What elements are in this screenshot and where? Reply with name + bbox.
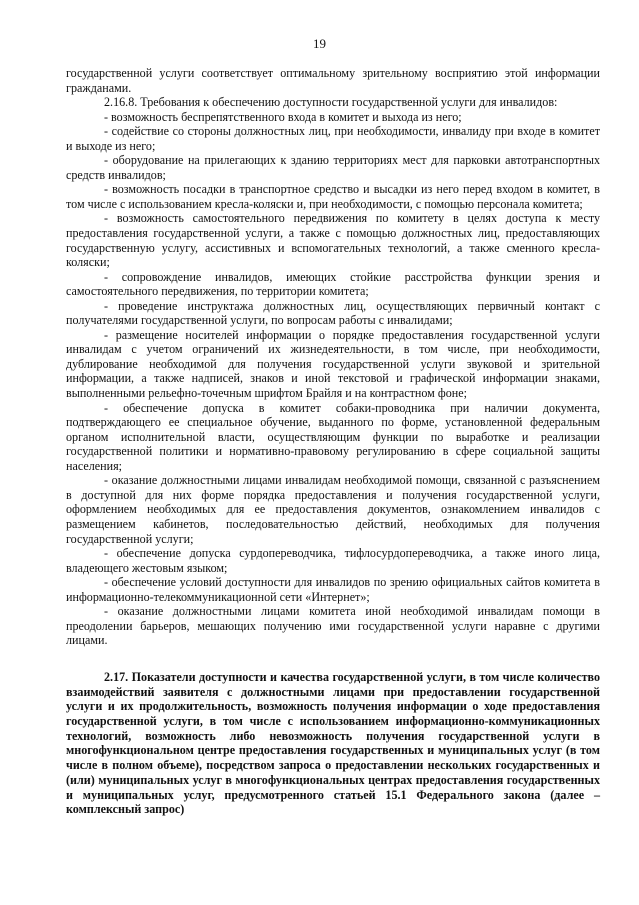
section-2-17-heading: 2.17. Показатели доступности и качества государственной услуги, в том числе количество взаимодействий заявителя с должностными лицами при предоставлении государственной услуги и их продолжительность, возможность получения информации о ходе предоставления государственной услуги, в том числе с использованием информационно-коммуникационных технологий, возможность либо невозможность получения государственной услуги в многофункциональном центре предоставления государственных и муниципальных услуг (в том числе в полном объеме), посредством запроса о предоставлении нескольких государственных и (или) муниципальных услуг в многофункциональных центрах предоставления государственных и муниципальных услуг, предусмотренного статьей 15.1 Федерального закона (далее – комплексный запрос) [66,669,600,817]
list-item: - размещение носителей информации о порядке предоставления государственной услуги инвалидам с учетом ограничений их жизнедеятельности, в том числе, при необходимости, дублирование необходимой для получения государственной услуги звуковой и зрительной информации, а также надписей, знаков и иной текстовой и графической информации знаками, выполненными рельефно-точечным шрифтом Брайля и на контрастном фоне; [66,327,600,401]
continuation-paragraph: государственной услуги соответствует оптимальному зрительному восприятию этой информации гражданами. [66,66,600,95]
list-item: - оказание должностными лицами комитета иной необходимой инвалидам помощи в преодолении барьеров, мешающих получению ими государственной услуги наравне с другими лицами. [66,604,600,648]
list-item: - оказание должностными лицами инвалидам необходимой помощи, связанной с разъяснением в доступной для них форме порядка предоставления и получения государственной услуги, оформлением необходимых для ее предоставления документов, ознакомлением инвалидов с размещением кабинетов, последовательностью действий, необходимых для получения государственной услуги; [66,473,600,546]
list-item: - сопровождение инвалидов, имеющих стойкие расстройства функции зрения и самостоятельного передвижения, по территории комитета; [66,269,600,299]
list-item: - возможность посадки в транспортное средство и высадки из него перед входом в комитет, в том числе с использованием кресла-коляски и, при необходимости, с помощью персонала комитета; [66,182,600,211]
section-2-16-8-heading: 2.16.8. Требования к обеспечению доступности государственной услуги для инвалидов: [104,95,558,110]
list-item: - оборудование на прилегающих к зданию территориях мест для парковки автотранспортных средств инвалидов; [66,153,600,182]
list-item: - обеспечение условий доступности для инвалидов по зрению официальных сайтов комитета в информационно-телекоммуникационной сети «Интернет»; [66,575,600,604]
list-item: - содействие со стороны должностных лиц, при необходимости, инвалиду при входе в комитет и выходе из него; [66,124,600,153]
page-number: 19 [313,36,326,51]
list-item: - возможность беспрепятственного входа в комитет и выхода из него; [104,109,462,124]
list-item: - обеспечение допуска сурдопереводчика, тифлосурдопереводчика, а также иного лица, владеющего жестовым языком; [66,546,600,575]
list-item: - проведение инструктажа должностных лиц, осуществляющих первичный контакт с получателями государственной услуги, по вопросам работы с инвалидами; [66,298,600,328]
list-item: - обеспечение допуска в комитет собаки-проводника при наличии документа, подтверждающего ее специальное обучение, выданного по форме, установленной федеральным органом исполнительной власти, осуществляющим функции по выработке и реализации государственной политики и нормативно-правовому регулированию в сфере социальной защиты населения; [66,400,600,473]
document-body [66,66,600,817]
list-item: - возможность самостоятельного передвижения по комитету в целях доступа к месту предоставления государственной услуги, а также с помощью должностных лиц, предоставляющих государственную услугу, ассистивных и вспомогательных технологий, а также сменного кресла-коляски; [66,211,600,270]
